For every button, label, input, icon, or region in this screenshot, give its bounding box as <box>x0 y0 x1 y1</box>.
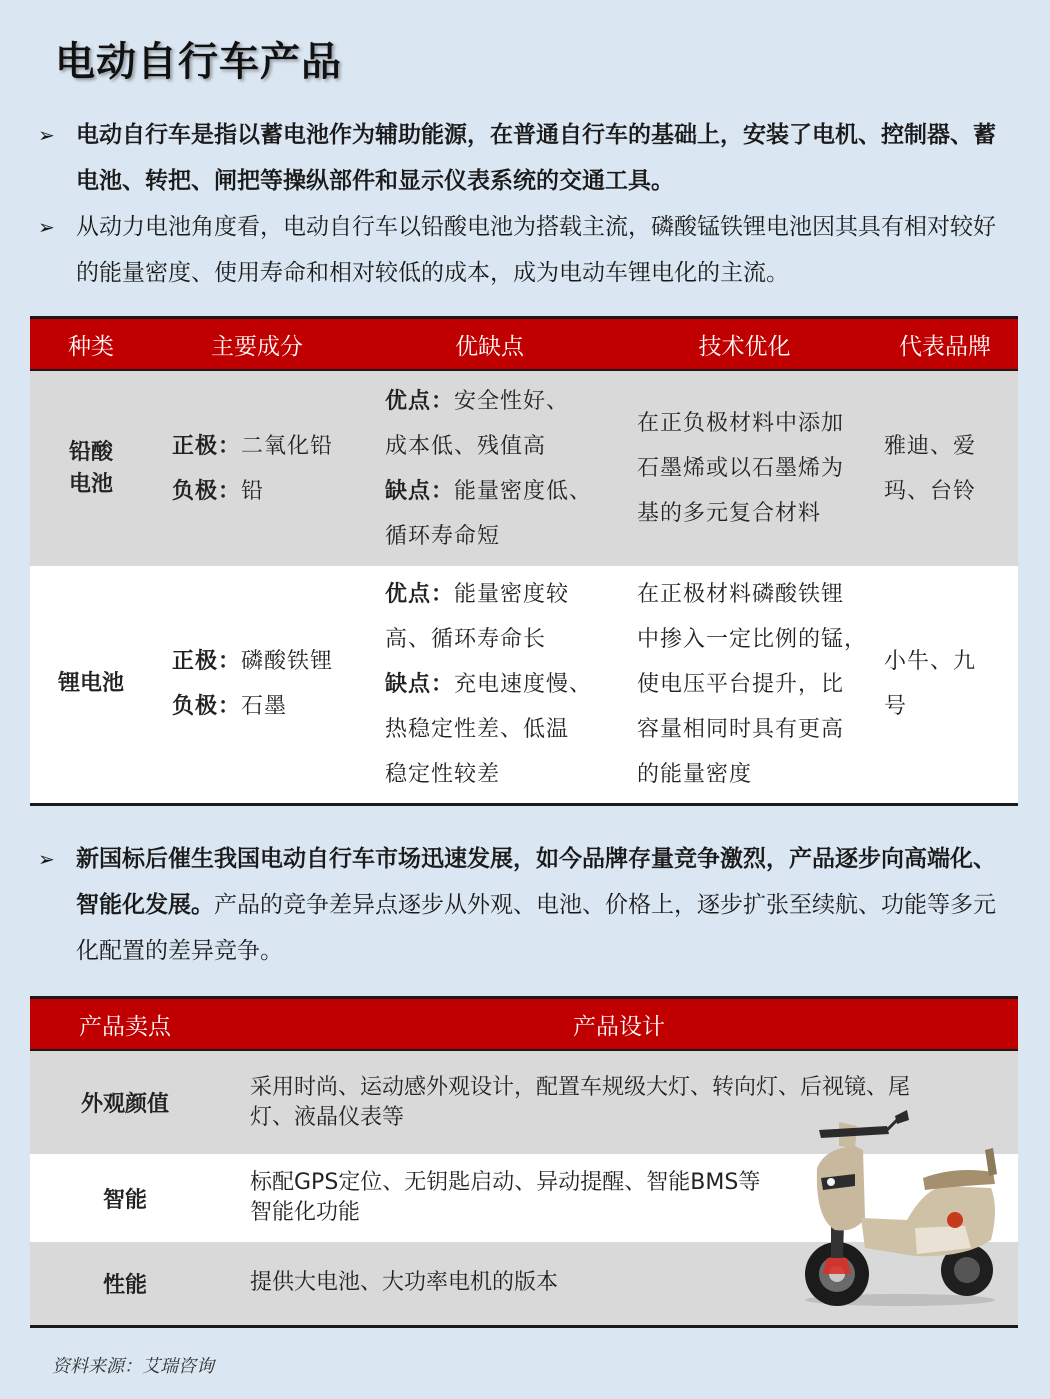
header-tech: 技术优化 <box>617 318 872 371</box>
intro-bullets <box>38 112 1013 296</box>
composition-cell: 正极：磷酸铁锂 负极：石墨 <box>152 566 362 804</box>
scooter-image <box>795 1108 1000 1308</box>
header-selling-point: 产品卖点 <box>30 998 220 1051</box>
tech-cell: 在正负极材料中添加 石墨烯或以石墨烯为 基的多元复合材料 <box>617 370 872 566</box>
composition-cell: 正极：二氧化铅 负极：铅 <box>152 370 362 566</box>
bullet-text: 产品的竞争差异点逐步从外观、电池、价格上，逐步扩张至续航、功能等多元化配置的差异竞争。 <box>76 892 996 964</box>
bullet-definition <box>38 112 1013 204</box>
selling-point: 智能 <box>30 1154 220 1242</box>
design-cell: 采用时尚、运动感外观设计，配置车规级大灯、转向灯、后视镜、尾 灯、液晶仪表等 <box>220 1050 1018 1154</box>
source-note: 资料来源：艾瑞咨询 <box>52 1356 214 1377</box>
page-title: 电动自行车产品 <box>55 39 342 85</box>
selling-point: 性能 <box>30 1242 220 1326</box>
table-row <box>30 370 1018 566</box>
design-cell: 标配GPS定位、无钥匙启动、异动提醒、智能BMS等 智能化功能 <box>220 1154 1018 1242</box>
battery-type: 铅酸 电池 <box>30 370 152 566</box>
arrow-bullet-icon: ➢ <box>38 123 55 147</box>
header-composition: 主要成分 <box>152 318 362 371</box>
pros-cons-cell: 优点：安全性好、 成本低、残值高 缺点：能量密度低、 循环寿命短 <box>362 370 617 566</box>
design-cell: 提供大电池、大功率电机的版本 <box>220 1242 1018 1326</box>
tech-cell: 在正极材料磷酸铁锂 中掺入一定比例的锰， 使电压平台提升，比 容量相同时具有更高 的能量密度 <box>617 566 872 804</box>
table-row <box>30 566 1018 804</box>
bullet-text: 从动力电池角度看，电动自行车以铅酸电池为搭载主流，磷酸锰铁锂电池因其具有相对较好的能量密度、使用寿命和相对较低的成本，成为电动车锂电化的主流。 <box>76 214 996 286</box>
market-bullets <box>38 836 1013 974</box>
bullet-bold-text: 新国标后催生我国电动自行车市场迅速发展，如今品牌存量竞争激烈，产品逐步向高端化、智能化发展。 <box>76 846 996 918</box>
arrow-bullet-icon: ➢ <box>38 847 55 871</box>
brands-cell: 小牛、九 号 <box>872 566 1018 804</box>
pros-cons-cell: 优点：能量密度较 高、循环寿命长 缺点：充电速度慢、 热稳定性差、低温 稳定性较差 <box>362 566 617 804</box>
bullet-text: 电动自行车是指以蓄电池作为辅助能源，在普通自行车的基础上，安装了电机、控制器、蓄电池、转把、闸把等操纵部件和显示仪表系统的交通工具。 <box>76 122 996 194</box>
battery-table <box>30 316 1018 806</box>
header-type: 种类 <box>30 318 152 371</box>
brands-cell: 雅迪、爱 玛、台铃 <box>872 370 1018 566</box>
arrow-bullet-icon: ➢ <box>38 215 55 239</box>
bullet-battery-trend <box>38 204 1013 296</box>
bullet-market <box>38 836 1013 974</box>
header-design: 产品设计 <box>220 998 1018 1051</box>
header-pros-cons: 优缺点 <box>362 318 617 371</box>
selling-point: 外观颜值 <box>30 1050 220 1154</box>
header-brands: 代表品牌 <box>872 318 1018 371</box>
battery-type: 锂电池 <box>30 566 152 804</box>
